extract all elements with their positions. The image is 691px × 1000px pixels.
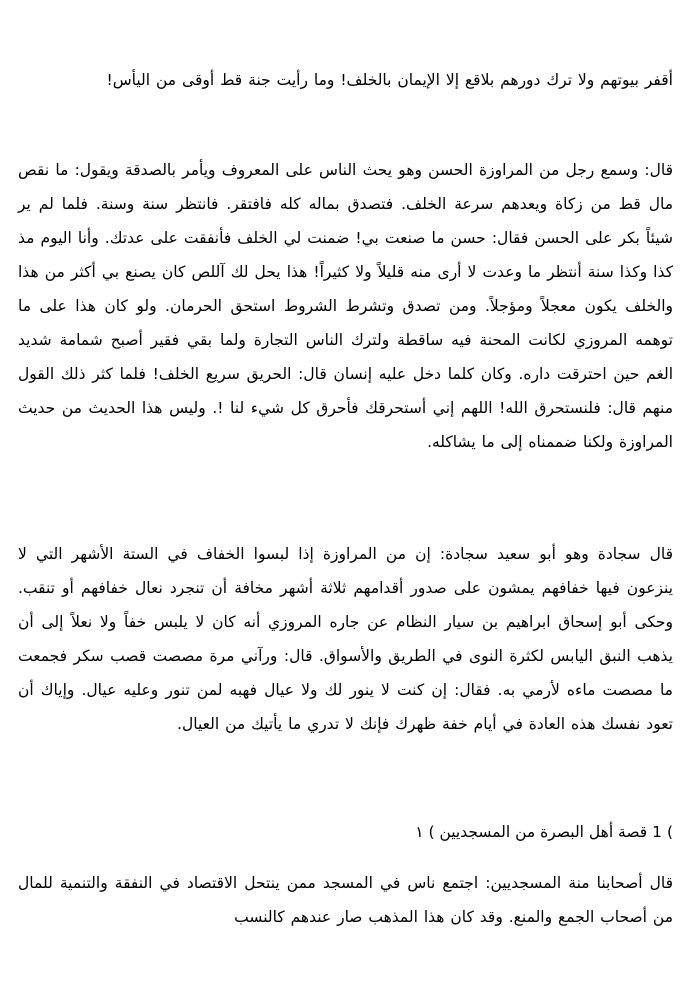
paragraph: قال: وسمع رجل من المراوزة الحسن وهو يحث الناس على المعروف ويأمر بالصدقة ويقول: ما نقص مال قط من زكاة ويعدهم سرعة الخلف. فتصدق بماله كله فافتقر. فانتظر سنة وسنة. فلما لم ير شيئاً بكر على الحسن فقال: حسن ما صنعت بي! ضمنت لي الخلف فأنفقت على عدتك. وأنا اليوم مذ كذا وكذا سنة أنتظر ما وعدت لا أرى منه قليلاً ولا كثيراً! هذا يحل لك آللص كان يصنع بي أكثر من هذا والخلف يكون معجلاً ومؤجلاً. ومن تصدق وتشرط الشروط استحق الحرمان. ولو كان هذا على ما توهمه المروزي لكانت المحنة فيه ساقطة ولترك الناس التجارة ولما بقي فقير أصبح شمامة شديد الغم حين احترقت داره. وكان كلما دخل عليه إنسان قال: الحريق سريع الخلف! فلما كثر ذلك القول منهم قال: فلنستحرق الله! اللهم إني أستحرقك فأحرق كل شيء لنا !. وليس هذا الحديث من حديث المراوزة ولكنا ضممناه إلى ما يشاكله. [18, 161, 673, 451]
paragraph: أقفر بيوتهم ولا ترك دورهم بلاقع إلا الإيمان بالخلف! وما رأيت جنة قط أوقى من اليأس! [106, 71, 673, 89]
paragraph: قال أصحابنا منة المسجديين: اجتمع ناس في المسجد ممن ينتحل الاقتصاد في النفقة والتنمية للمال من أصحاب الجمع والمنع. وقد كان هذا المذهب صار عندهم كالنسب [18, 874, 673, 926]
paragraph: قال سجادة وهو أبو سعيد سجادة: إن من المراوزة إذا لبسوا الخفاف في الستة الأشهر التي لا ينزعون فيها خفافهم يمشون على صدور أقدامهم ثلاثة أشهر مخافة أن تنجرد نعال خفافهم أو تنقب. وحكى أبو إسحاق ابراهيم بن سيار النظام عن جاره المروزي أنه كان لا يلبس خفاً ولا نعلاً إلى أن يذهب النبق اليابس لكثرة النوى في الطريق والأسواق. قال: ورآني مرة مصصت قصب سكر فجمعت ما مصصت ماءه لأرمي به. فقال: إن كنت لا ينور لك ولا عيال فهبه لمن تنور وعليه عيال. وإياك أن تعود نفسك هذه العادة في أيام خفة ظهرك فإنك لا تدري ما يأتيك من العيال. [18, 545, 673, 733]
section-heading: ) 1 قصة أهل البصرة من المسجديين ) ١ [415, 823, 673, 841]
